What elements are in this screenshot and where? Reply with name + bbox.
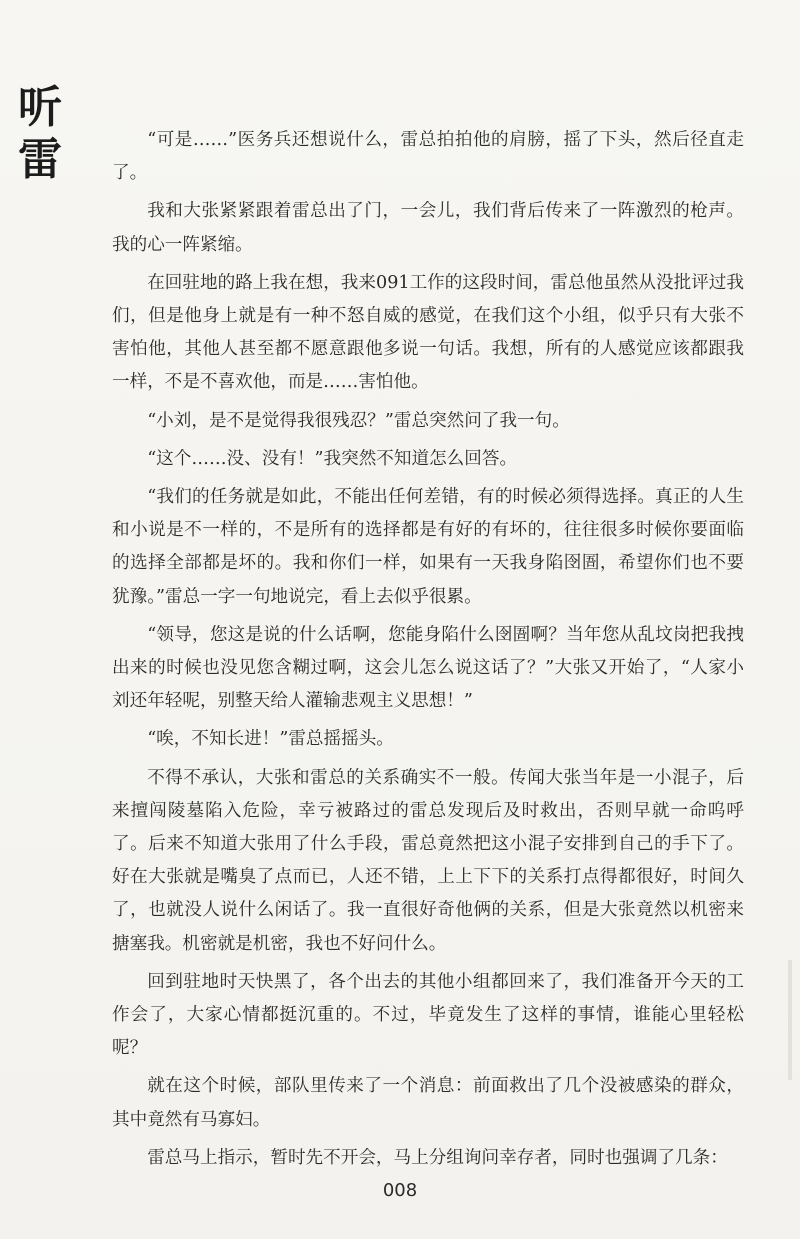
running-head-char-1: 听 [18, 82, 62, 133]
running-head-char-2: 雷 [18, 134, 62, 185]
paragraph-12: 雷总马上指示，暂时先不开会，马上分组询问幸存者，同时也强调了几条： [147, 1147, 728, 1168]
paragraph-6: “我们的任务就是如此，不能出任何差错，有的时候必须得选择。真正的人生和小说是不一样的，不是所有的选择都是有好的有坏的，往往很多时候你要面临的选择全部都是坏的。我和你们一样，如果有一天我身陷囹圄，希望你们也不要犹豫。”雷总一字一句地说完，看上去似乎很累。 [112, 487, 744, 607]
paragraph-8: “唉，不知长进！”雷总摇摇头。 [147, 729, 394, 750]
paragraph-7: “领导，您这是说的什么话啊，您能身陷什么囹圄啊？当年您从乱坟岗把我拽出来的时候也没见您含糊过啊，这会儿怎么说这话了？”大张又开始了，“人家小刘还年轻呢，别整天给人灌输悲观主义思想！” [112, 624, 744, 712]
paragraph-10: 回到驻地时天快黑了，各个出去的其他小组都回来了，我们准备开今天的工作会了，大家心情都挺沉重的。不过，毕竟发生了这样的事情，谁能心里轻松呢？ [112, 971, 744, 1059]
body-text [112, 124, 744, 1180]
page-edge-shadow [788, 960, 792, 1080]
paragraph-1: “可是……”医务兵还想说什么，雷总拍拍他的肩膀，摇了下头，然后径直走了。 [112, 130, 744, 184]
paragraph-9: 不得不承认，大张和雷总的关系确实不一般。传闻大张当年是一小混子，后来擅闯陵墓陷入危险，幸亏被路过的雷总发现后及时救出，否则早就一命呜呼了。后来不知道大张用了什么手段，雷总竟然把这小混子安排到自己的手下了。好在大张就是嘴臭了点而已，人还不错，上上下下的关系打点得都很好，时间久了，也就没人说什么闲话了。我一直很好奇他俩的关系，但是大张竟然以机密来搪塞我。机密就是机密，我也不好问什么。 [112, 767, 744, 954]
paragraph-11: 就在这个时候，部队里传来了一个消息：前面救出了几个没被感染的群众，其中竟然有马寡妇。 [112, 1076, 744, 1130]
running-head-title [18, 82, 78, 186]
paragraph-2: 我和大张紧紧跟着雷总出了门，一会儿，我们背后传来了一阵激烈的枪声。我的心一阵紧缩。 [112, 201, 744, 255]
paragraph-4: “小刘，是不是觉得我很残忍？”雷总突然问了我一句。 [147, 410, 570, 431]
page-number: 008 [382, 1180, 418, 1201]
paragraph-5: “这个……没、没有！”我突然不知道怎么回答。 [147, 448, 518, 469]
paragraph-3: 在回驻地的路上我在想，我来091工作的这段时间，雷总他虽然从没批评过我们，但是他身上就是有一种不怒自威的感觉，在我们这个小组，似乎只有大张不害怕他，其他人甚至都不愿意跟他多说一句话。我想，所有的人感觉应该都跟我一样，不是不喜欢他，而是……害怕他。 [112, 272, 744, 393]
